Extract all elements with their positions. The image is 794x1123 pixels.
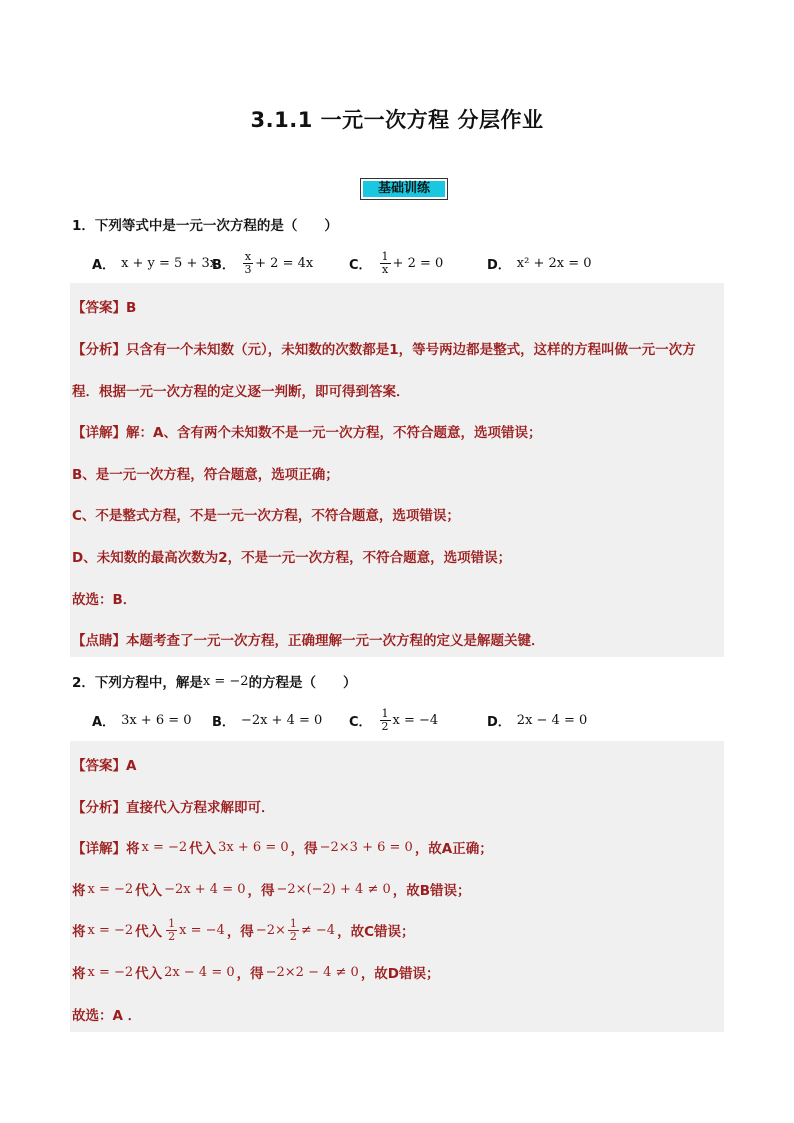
q1-answer: 【答案】B — [72, 300, 137, 316]
q2-option-c: C． $\frac{1}{2}$ x = −4 — [349, 706, 439, 733]
q2-option-d: D． 2x − 4 = 0 — [487, 712, 588, 730]
q1-detail-line-3: C、不是整式方程，不是一元一次方程，不符合题意，选项错误； — [72, 508, 460, 524]
section-tag — [360, 178, 448, 200]
q2-detail-line-2: 将 x = −2 代入 −2x + 4 = 0 ，得 −2×(−2) + 4 ≠ 0 ，故B错误； — [72, 881, 471, 899]
question-2-text: 2．下列方程中，解是 x = −2 的方程是（ ） — [72, 673, 357, 691]
q2-choice: 故选：A ． — [72, 1008, 142, 1024]
question-2-options — [72, 703, 722, 737]
q1-detail-line-4: D、未知数的最高次数为2，不是一元一次方程，不符合题意，选项错误； — [72, 550, 512, 566]
q1-choice: 故选：B． — [72, 592, 137, 608]
q2-analysis: 【分析】直接代入方程求解即可． — [72, 800, 275, 816]
q2-option-b: B． −2x + 4 = 0 — [212, 712, 323, 730]
q2-detail-line-1: 【详解】将 x = −2 代入 3x + 6 = 0 ，得 −2×3 + 6 = 0 ，故A正确； — [72, 839, 493, 857]
q2-answer: 【答案】A — [72, 758, 137, 774]
q1-analysis-line-2: 程．根据一元一次方程的定义逐一判断，即可得到答案． — [72, 384, 410, 400]
fraction: $\frac{1}{2}$ — [381, 706, 389, 733]
q2-detail-line-3: 将 x = −2 代入 $\frac{1}{2}$ x = −4 ，得 −2× $\frac{1}{2}$ ≠ −4 ，故C错误； — [72, 916, 415, 943]
question-1-options — [72, 246, 722, 280]
q1-analysis-line-1: 【分析】只含有一个未知数（元），未知数的次数都是1，等号两边都是整式，这样的方程叫做一元一次方 — [72, 342, 696, 358]
q1-option-a: A． x + y = 5 + 3x — [92, 255, 218, 273]
q1-detail-line-1: 【详解】解：A、含有两个未知数不是一元一次方程，不符合题意，选项错误； — [72, 425, 542, 441]
q1-option-c: C． $\frac{1}{x}$ + 2 = 0 — [349, 249, 444, 276]
fraction: $\frac{1}{x}$ — [381, 249, 389, 276]
q1-comment: 【点睛】本题考查了一元一次方程，正确理解一元一次方程的定义是解题关键． — [72, 633, 545, 649]
q2-option-a: A． 3x + 6 = 0 — [92, 712, 192, 730]
q2-detail-line-4: 将 x = −2 代入 2x − 4 = 0 ，得 −2×2 − 4 ≠ 0 ，故D错误； — [72, 964, 440, 982]
q1-option-d: D． x² + 2x = 0 — [487, 255, 592, 273]
q1-option-b: B． $\frac{x}{3}$ + 2 = 4x — [212, 249, 314, 276]
q1-detail-line-2: B、是一元一次方程，符合题意，选项正确； — [72, 467, 339, 483]
fraction: $\frac{1}{2}$ — [168, 916, 176, 943]
fraction: $\frac{1}{2}$ — [289, 916, 297, 943]
section-tag-label: 基础训练 — [363, 181, 445, 197]
question-1-text: 1．下列等式中是一元一次方程的是（ ） — [72, 218, 338, 234]
fraction: $\frac{x}{3}$ — [244, 249, 252, 276]
page-title: 3.1.1 一元一次方程 分层作业 — [250, 108, 544, 132]
